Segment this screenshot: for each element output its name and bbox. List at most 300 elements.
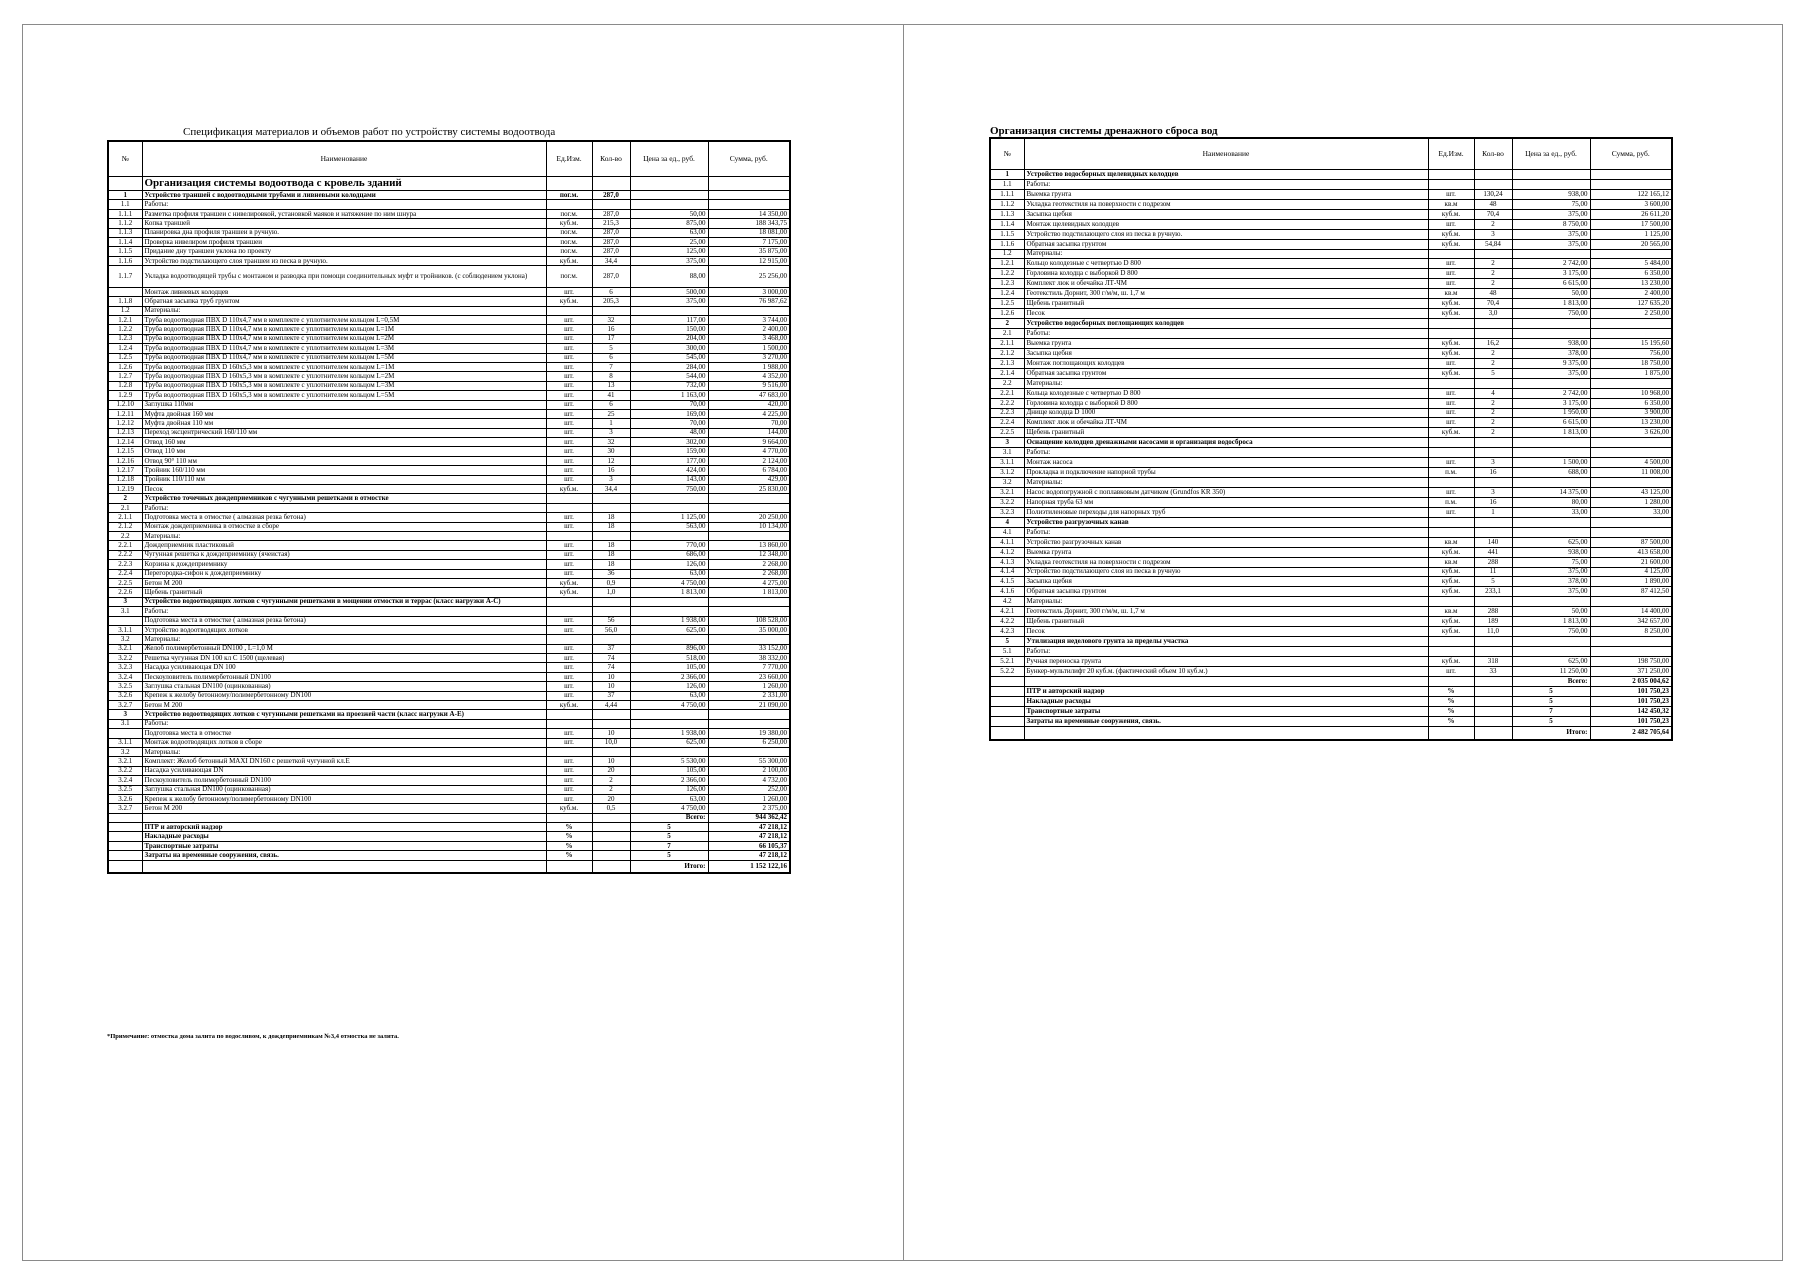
cell-unit <box>546 719 592 728</box>
cell-num: 2.1.4 <box>990 368 1024 378</box>
cell-sum: 17 500,00 <box>1590 219 1672 229</box>
table-row-row <box>108 794 790 803</box>
cell-sum: 756,00 <box>1590 348 1672 358</box>
cell-sum <box>708 710 790 719</box>
cell-price: 2 366,00 <box>630 672 708 681</box>
cell-name: Устройство разгрузочных канав <box>1024 517 1428 527</box>
cell-sum: 2 482 705,64 <box>1590 726 1672 740</box>
cell-name: Желоб полимербетонный DN100 , L=1,0 М <box>142 644 546 653</box>
table-row-row <box>990 428 1672 438</box>
cell-unit: шт. <box>1428 388 1474 398</box>
cell-price: Итого: <box>630 860 708 873</box>
cell-unit: шт. <box>546 362 592 371</box>
cell-name: Монтаж водоотводящих лотков в сборе <box>142 738 546 747</box>
cell-name: Тройник 110/110 мм <box>142 475 546 484</box>
cell-num: 1.1.2 <box>990 199 1024 209</box>
cell-unit: шт. <box>546 560 592 569</box>
cell-sum: 122 165,12 <box>1590 189 1672 199</box>
cell-unit: куб.м. <box>1428 567 1474 577</box>
cell-unit: кв.м <box>1428 557 1474 567</box>
cell-price: 143,00 <box>630 475 708 484</box>
cell-unit: куб.м. <box>1428 656 1474 666</box>
cell-qty: 2 <box>1474 408 1512 418</box>
cell-qty: 189 <box>1474 617 1512 627</box>
cell-unit: шт. <box>546 428 592 437</box>
cell-qty: 287,0 <box>592 266 630 288</box>
cell-name: Укладка геотекстиля на поверхности с подрезом <box>1024 199 1428 209</box>
cell-unit: куб.м. <box>1428 309 1474 319</box>
table-row-row <box>990 259 1672 269</box>
cell-unit: куб.м. <box>546 256 592 265</box>
cell-name: Геотекстиль Дорнит, 300 г/м/м, ш. 1,7 м <box>1024 289 1428 299</box>
cell-name: Монтаж ливневых колодцев <box>142 287 546 296</box>
cell-unit: шт. <box>546 794 592 803</box>
cell-price: 375,00 <box>630 256 708 265</box>
cell-unit <box>546 635 592 644</box>
table-row-row <box>108 738 790 747</box>
cell-num: 1.2.6 <box>990 309 1024 319</box>
cell-unit: куб.м. <box>1428 577 1474 587</box>
cell-sum: 47 218,12 <box>708 851 790 860</box>
cell-name: Материалы: <box>142 306 546 315</box>
cell-name: Щебень гранитный <box>1024 299 1428 309</box>
cell-price: 378,00 <box>1512 577 1590 587</box>
cell-price: 50,00 <box>1512 289 1590 299</box>
cell-price: 4 750,00 <box>630 804 708 813</box>
cell-num: 4 <box>990 517 1024 527</box>
cell-sum: 198 750,00 <box>1590 656 1672 666</box>
cell-sum: 101 750,23 <box>1590 716 1672 726</box>
cell-sum: 13 230,00 <box>1590 418 1672 428</box>
cell-name: Полиэтиленовые переходы для напорных труб <box>1024 507 1428 517</box>
cell-price: 169,00 <box>630 409 708 418</box>
table-row-grand <box>990 726 1672 740</box>
cell-name: Работы: <box>1024 448 1428 458</box>
cell-num <box>108 823 142 832</box>
cell-sum: 2 375,00 <box>708 804 790 813</box>
table-row-row <box>108 391 790 400</box>
cell-price: 732,00 <box>630 381 708 390</box>
table-row-big <box>108 177 790 191</box>
table-row-row <box>108 381 790 390</box>
cell-qty: 10 <box>592 729 630 738</box>
col-header-sum: Сумма, руб. <box>708 141 790 177</box>
cell-qty: 37 <box>592 644 630 653</box>
right-spec-table <box>989 137 1673 741</box>
cell-unit: шт. <box>1428 418 1474 428</box>
cell-num: 3.2.2 <box>108 654 142 663</box>
cell-unit: шт. <box>546 316 592 325</box>
cell-qty: 16 <box>1474 468 1512 478</box>
cell-qty: 287,0 <box>592 191 630 200</box>
cell-sum: 26 611,20 <box>1590 209 1672 219</box>
cell-sum <box>1590 637 1672 647</box>
cell-unit <box>546 710 592 719</box>
cell-name: Оснащение колодцев дренажными насосами и организация водосброса <box>1024 438 1428 448</box>
cell-qty: 30 <box>592 447 630 456</box>
cell-price: Всего: <box>1512 676 1590 686</box>
cell-unit: шт. <box>546 682 592 691</box>
cell-unit: куб.м. <box>1428 239 1474 249</box>
table-row-row <box>108 663 790 672</box>
cell-unit: % <box>1428 716 1474 726</box>
cell-qty: 140 <box>1474 537 1512 547</box>
cell-num: 5.1 <box>990 647 1024 657</box>
cell-unit: шт. <box>546 541 592 550</box>
cell-price <box>1512 647 1590 657</box>
cell-qty <box>1474 597 1512 607</box>
table-row-sub <box>108 747 790 756</box>
cell-sum <box>1590 597 1672 607</box>
cell-price <box>630 597 708 606</box>
table-row-total <box>990 676 1672 686</box>
cell-price: 938,00 <box>1512 189 1590 199</box>
cell-qty: 2 <box>1474 219 1512 229</box>
table-row-row <box>108 757 790 766</box>
cell-num: 1.1.1 <box>990 189 1024 199</box>
cell-unit: шт. <box>546 616 592 625</box>
cell-name: Насадка усиливающая DN <box>142 766 546 775</box>
cell-sum: 101 750,23 <box>1590 686 1672 696</box>
cell-num: 2.2.2 <box>990 398 1024 408</box>
cell-price: 70,00 <box>630 400 708 409</box>
cell-name: Комплект люк и обечайка ЛТ-ЧМ <box>1024 418 1428 428</box>
cell-unit: пог.м. <box>546 266 592 288</box>
cell-name: Крепеж к желобу бетонному/полимербетонному DN100 <box>142 794 546 803</box>
cell-num: 4.1 <box>990 527 1024 537</box>
cell-unit: шт. <box>546 409 592 418</box>
cell-qty: 5 <box>592 344 630 353</box>
cell-price <box>1512 179 1590 189</box>
table-row-sub <box>108 306 790 315</box>
cell-sum: 55 300,00 <box>708 757 790 766</box>
cell-unit: кв.м <box>1428 199 1474 209</box>
cell-qty <box>1474 647 1512 657</box>
cell-unit <box>546 200 592 209</box>
cell-unit: п.м. <box>1428 468 1474 478</box>
cell-qty <box>592 177 630 191</box>
cell-sum: 144,00 <box>708 428 790 437</box>
cell-num: 3.2.5 <box>108 682 142 691</box>
cell-price: 770,00 <box>630 541 708 550</box>
cell-unit: шт. <box>1428 398 1474 408</box>
cell-unit: куб.м. <box>1428 587 1474 597</box>
cell-num: 1.2.18 <box>108 475 142 484</box>
cell-name: Бетон М 200 <box>142 578 546 587</box>
table-row-row <box>990 617 1672 627</box>
cell-sum: 252,00 <box>708 785 790 794</box>
cell-price <box>630 710 708 719</box>
cell-unit: шт. <box>1428 189 1474 199</box>
cell-price: 25,00 <box>630 238 708 247</box>
cell-num: 3.2 <box>108 747 142 756</box>
cell-num: 2.1.2 <box>108 522 142 531</box>
cell-unit: шт. <box>546 757 592 766</box>
cell-unit: шт. <box>546 447 592 456</box>
cell-num: 2.1.2 <box>990 348 1024 358</box>
cell-qty: 1,0 <box>592 588 630 597</box>
cell-num: 1.2 <box>108 306 142 315</box>
cell-qty: 32 <box>592 438 630 447</box>
cell-price <box>1512 478 1590 488</box>
cell-unit: шт. <box>546 729 592 738</box>
cell-unit <box>1428 637 1474 647</box>
table-row-sub <box>108 719 790 728</box>
cell-price: 375,00 <box>1512 229 1590 239</box>
cell-name: Работы: <box>142 607 546 616</box>
cell-qty: 16 <box>592 466 630 475</box>
cell-price: 1 163,00 <box>630 391 708 400</box>
table-row-row <box>990 239 1672 249</box>
cell-name: Обратная засыпка труб грунтом <box>142 297 546 306</box>
cell-num: 1.2.9 <box>108 391 142 400</box>
cell-sum: 1 152 122,16 <box>708 860 790 873</box>
cell-unit: шт. <box>1428 507 1474 517</box>
cell-num <box>990 686 1024 696</box>
cell-unit: % <box>546 823 592 832</box>
cell-name: Выемка грунта <box>1024 189 1428 199</box>
cell-unit: пог.м. <box>546 191 592 200</box>
cell-num: 3.2 <box>108 635 142 644</box>
cell-qty: 16 <box>1474 497 1512 507</box>
cell-unit: куб.м. <box>546 804 592 813</box>
cell-qty <box>592 719 630 728</box>
cell-price: 500,00 <box>630 287 708 296</box>
cell-num: 2.2.1 <box>990 388 1024 398</box>
cell-qty: 287,0 <box>592 209 630 218</box>
cell-num: 1.2 <box>990 249 1024 259</box>
cell-num <box>990 696 1024 706</box>
cell-num: 2.1 <box>990 329 1024 339</box>
cell-unit: куб.м. <box>1428 428 1474 438</box>
cell-qty <box>1474 716 1512 726</box>
cell-sum <box>708 177 790 191</box>
cell-name: Днище колодца D 1000 <box>1024 408 1428 418</box>
cell-price: 1 813,00 <box>1512 428 1590 438</box>
cell-unit: шт. <box>546 550 592 559</box>
cell-qty: 8 <box>592 372 630 381</box>
cell-name: Монтаж дождеприемника в отмостке в сборе <box>142 522 546 531</box>
cell-price <box>1512 249 1590 259</box>
cell-price: 125,00 <box>630 247 708 256</box>
cell-price: 7 <box>1512 706 1590 716</box>
cell-name: Придание дну траншеи уклона по проекту <box>142 247 546 256</box>
cell-sum: 87 412,50 <box>1590 587 1672 597</box>
table-row-row <box>990 189 1672 199</box>
cell-unit: шт. <box>546 776 592 785</box>
cell-price: Итого: <box>1512 726 1590 740</box>
cell-name: Накладные расходы <box>1024 696 1428 706</box>
cell-num: 1.2.12 <box>108 419 142 428</box>
cell-price: 938,00 <box>1512 338 1590 348</box>
cell-qty: 3 <box>1474 458 1512 468</box>
cell-sum <box>708 200 790 209</box>
cell-sum: 1 125,00 <box>1590 229 1672 239</box>
cell-num <box>108 832 142 841</box>
cell-name: Материалы: <box>142 747 546 756</box>
table-row-row <box>108 362 790 371</box>
cell-qty: 20 <box>592 766 630 775</box>
cell-unit <box>1428 517 1474 527</box>
cell-unit: шт. <box>546 334 592 343</box>
cell-name: Щебень гранитный <box>142 588 546 597</box>
cell-price: 1 125,00 <box>630 513 708 522</box>
cell-qty: 37 <box>592 691 630 700</box>
cell-sum: 9 516,00 <box>708 381 790 390</box>
cell-price: 5 530,00 <box>630 757 708 766</box>
table-row-sec <box>990 319 1672 329</box>
cell-name: Тройник 160/110 мм <box>142 466 546 475</box>
cell-price <box>1512 637 1590 647</box>
cell-sum <box>1590 170 1672 180</box>
table-row-extra <box>108 832 790 841</box>
table-row-sub <box>990 448 1672 458</box>
cell-sum <box>1590 249 1672 259</box>
cell-unit: шт. <box>546 456 592 465</box>
table-row-sec <box>990 517 1672 527</box>
cell-name: Устройство траншей с водоотводными трубами и ливневыми колодцами <box>142 191 546 200</box>
cell-num: 2 <box>108 494 142 503</box>
cell-qty: 41 <box>592 391 630 400</box>
cell-qty: 48 <box>1474 199 1512 209</box>
cell-qty <box>1474 170 1512 180</box>
cell-price: 63,00 <box>630 691 708 700</box>
cell-price: 625,00 <box>630 625 708 634</box>
cell-unit <box>1428 170 1474 180</box>
cell-unit: куб.м. <box>546 219 592 228</box>
cell-name: Укладка водоотводящей трубы с монтажом и разводка при помощи соединительных муфт и тройников. (с соблюдением уклона) <box>142 266 546 288</box>
cell-num: 1.2.1 <box>108 316 142 325</box>
cell-name: Засыпка щебня <box>1024 209 1428 219</box>
table-row-row <box>990 289 1672 299</box>
table-row-row <box>108 228 790 237</box>
cell-sum: 38 332,00 <box>708 654 790 663</box>
cell-name: Выемка грунта <box>1024 338 1428 348</box>
cell-sum: 9 664,00 <box>708 438 790 447</box>
cell-name: Устройство разгрузочных канав <box>1024 537 1428 547</box>
cell-num: 3.2.7 <box>108 701 142 710</box>
cell-sum: 10 134,00 <box>708 522 790 531</box>
cell-price: 2 742,00 <box>1512 388 1590 398</box>
table-row-row <box>108 400 790 409</box>
cell-unit: шт. <box>546 766 592 775</box>
table-row-row <box>108 644 790 653</box>
cell-num: 1.2.6 <box>108 362 142 371</box>
cell-name: Устройство водосборных поглощающих колодцев <box>1024 319 1428 329</box>
table-row-row <box>108 578 790 587</box>
cell-qty: 2 <box>1474 279 1512 289</box>
cell-unit: куб.м. <box>1428 229 1474 239</box>
cell-qty: 287,0 <box>592 238 630 247</box>
cell-num: 1.2.19 <box>108 485 142 494</box>
cell-unit: шт. <box>546 625 592 634</box>
cell-num: 3.2 <box>990 478 1024 488</box>
cell-sum: 944 362,42 <box>708 813 790 822</box>
cell-name: Обратная засыпка грунтом <box>1024 587 1428 597</box>
table-row-row <box>108 550 790 559</box>
cell-sum: 7 175,00 <box>708 238 790 247</box>
cell-sum: 87 500,00 <box>1590 537 1672 547</box>
table-row-row <box>990 458 1672 468</box>
cell-qty: 287,0 <box>592 247 630 256</box>
cell-num: 4.1.4 <box>990 567 1024 577</box>
cell-price <box>630 177 708 191</box>
cell-sum: 4 352,00 <box>708 372 790 381</box>
cell-qty: 20 <box>592 794 630 803</box>
table-row-row <box>990 199 1672 209</box>
cell-name: Обратная засыпка грунтом <box>1024 239 1428 249</box>
cell-num: 4.1.6 <box>990 587 1024 597</box>
cell-price <box>1512 170 1590 180</box>
cell-price: 544,00 <box>630 372 708 381</box>
cell-sum <box>708 597 790 606</box>
cell-qty: 5 <box>1474 577 1512 587</box>
cell-sum: 13 230,00 <box>1590 279 1672 289</box>
cell-num: 4.2 <box>990 597 1024 607</box>
table-row-row <box>990 587 1672 597</box>
cell-num: 2 <box>990 319 1024 329</box>
cell-qty: 205,3 <box>592 297 630 306</box>
table-row-row <box>108 513 790 522</box>
cell-price <box>1512 448 1590 458</box>
cell-unit: п.м. <box>1428 497 1474 507</box>
cell-price: 75,00 <box>1512 199 1590 209</box>
cell-num <box>108 813 142 822</box>
cell-price: 105,00 <box>630 766 708 775</box>
cell-name: Труба водоотводная ПВХ D 110х4,7 мм в комплекте с уплотнителем кольцом L=2М <box>142 334 546 343</box>
cell-price: 284,00 <box>630 362 708 371</box>
cell-unit: куб.м. <box>546 485 592 494</box>
table-row-sub <box>990 647 1672 657</box>
cell-num: 3.2.1 <box>990 488 1024 498</box>
cell-price: 375,00 <box>1512 239 1590 249</box>
cell-num: 1.1 <box>108 200 142 209</box>
cell-qty <box>592 747 630 756</box>
cell-num: 3.2.4 <box>108 672 142 681</box>
cell-sum: 18 750,00 <box>1590 358 1672 368</box>
cell-name: Чугунная решетка к дождеприемнику (ячеистая) <box>142 550 546 559</box>
cell-sum <box>1590 647 1672 657</box>
table-row-row <box>990 358 1672 368</box>
cell-name: Крепеж к желобу бетонному/полимербетонному DN100 <box>142 691 546 700</box>
table-row-row <box>990 338 1672 348</box>
cell-qty <box>1474 319 1512 329</box>
table-row-row <box>990 279 1672 289</box>
cell-name: Бетон М 200 <box>142 701 546 710</box>
table-row-row <box>108 616 790 625</box>
cell-sum <box>708 747 790 756</box>
cell-unit <box>546 531 592 540</box>
table-row-row <box>108 419 790 428</box>
cell-num: 3 <box>108 597 142 606</box>
cell-sum: 3 468,00 <box>708 334 790 343</box>
cell-qty: 33 <box>1474 666 1512 676</box>
cell-sum: 20 565,00 <box>1590 239 1672 249</box>
table-row-row <box>990 656 1672 666</box>
cell-name: Транспортные затраты <box>1024 706 1428 716</box>
table-row-row <box>108 456 790 465</box>
cell-price: 6 615,00 <box>1512 418 1590 428</box>
cell-num: 3.2.1 <box>108 644 142 653</box>
table-row-row <box>990 577 1672 587</box>
cell-num: 2.1.1 <box>108 513 142 522</box>
cell-name: Муфта двойная 110 мм <box>142 419 546 428</box>
cell-num: 1.2.17 <box>108 466 142 475</box>
cell-sum: 6 350,00 <box>1590 269 1672 279</box>
cell-sum <box>708 607 790 616</box>
cell-qty: 74 <box>592 663 630 672</box>
table-row-row <box>990 408 1672 418</box>
